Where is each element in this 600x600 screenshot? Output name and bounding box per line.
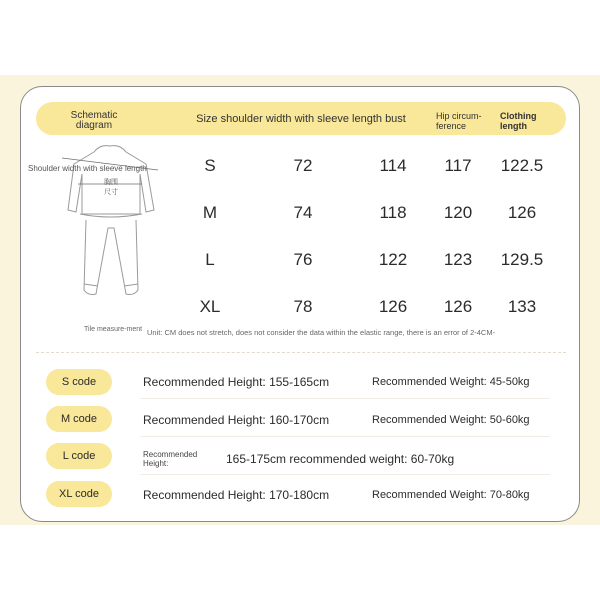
row-divider — [140, 436, 550, 437]
bust-cell: 126 — [378, 297, 408, 316]
shoulder-cell: 74 — [293, 203, 313, 222]
xl-height: Recommended Height: 170-180cm — [143, 488, 330, 502]
row-divider — [140, 398, 550, 399]
header-schematic: Schematic diagram — [70, 110, 118, 131]
s-height: Recommended Height: 155-165cm — [143, 375, 330, 389]
header-size-row: Size shoulder width with sleeve length bust — [196, 113, 406, 125]
size-cell: L — [205, 250, 215, 269]
l-height-weight: 165-175cm recommended weight: 60-70kg — [226, 452, 455, 466]
length-cell: 126 — [507, 203, 537, 222]
xl-weight: Recommended Weight: 70-80kg — [372, 489, 530, 501]
shoulder-cell: 76 — [293, 250, 313, 269]
hip-cell: 120 — [443, 203, 473, 222]
svg-text:尺寸: 尺寸 — [104, 188, 118, 196]
size-cell: M — [202, 203, 218, 222]
hip-cell: 126 — [443, 297, 473, 316]
shoulder-cell: 78 — [293, 297, 313, 316]
length-cell: 129.5 — [500, 250, 544, 269]
size-cell: XL — [199, 297, 221, 316]
l-height-label: Recommended Height: — [143, 450, 198, 468]
bust-cell: 122 — [378, 250, 408, 269]
row-divider — [140, 474, 550, 475]
size-cell: S — [204, 156, 216, 175]
bust-cell: 118 — [379, 203, 407, 222]
length-cell: 122.5 — [500, 156, 544, 175]
svg-text:胸围: 胸围 — [104, 178, 118, 186]
header-hip: Hip circum-ference — [436, 111, 482, 131]
xl-code-pill: XL code — [46, 481, 112, 507]
unit-note: Unit: CM does not stretch, does not consider the data within the elastic range, there is an error of 2-4CM- — [147, 328, 496, 337]
m-code-pill: M code — [46, 406, 112, 432]
section-divider — [36, 352, 566, 353]
hip-cell: 117 — [444, 156, 472, 175]
shoulder-cell: 72 — [293, 156, 313, 175]
s-weight: Recommended Weight: 45-50kg — [372, 376, 530, 388]
tile-measure-label: Tile measure-ment — [84, 326, 143, 333]
m-weight: Recommended Weight: 50-60kg — [372, 414, 530, 426]
bust-cell: 114 — [379, 156, 407, 175]
hip-cell: 123 — [443, 250, 473, 269]
shoulder-measure-label: Shoulder width with sleeve length — [28, 164, 147, 173]
l-code-pill: L code — [46, 443, 112, 469]
length-cell: 133 — [507, 297, 537, 316]
s-code-pill: S code — [46, 369, 112, 395]
m-height: Recommended Height: 160-170cm — [143, 413, 330, 427]
header-length: Clothing length — [500, 111, 537, 131]
